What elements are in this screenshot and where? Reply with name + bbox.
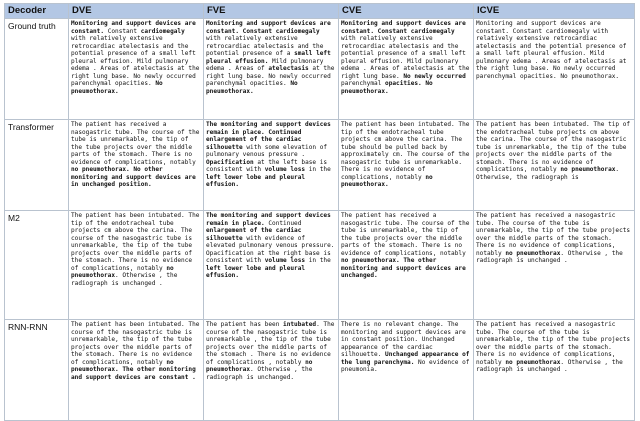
report-text: with evidence of elevated pulmonary venous pressure. Opacification at the right base is consistent with [206, 234, 335, 264]
report-text: Mild pulmonary edema . Areas of [206, 57, 324, 72]
report-text: The patient has been intubated. The tip of the endotracheal tube projects cm above the carina. The course of the nasogastric tube is unremarkable, the tip of the tube projects over the middle parts of the stomach. There is no evidence of complications, notably [71, 212, 200, 272]
table-row-rnn-rnn [5, 320, 635, 421]
report-text-bold: no pneumothorax [71, 264, 174, 279]
report-text: in the [305, 257, 331, 264]
report-cell-dve [69, 320, 204, 421]
report-text: with relatively extensive retrocardiac atelectasis and the potential presence of a [206, 35, 324, 57]
decoder-comparison-table [4, 3, 635, 421]
report-text-bold: The monitoring and support devices remain in place. Continued enlargement of the cardiac silhouette [206, 121, 331, 151]
report-text-bold: left lower lobe and pleural effusion. [206, 173, 306, 188]
report-cell-fve [204, 320, 339, 421]
report-text: No evidence of pneumonia. [341, 358, 470, 373]
report-text: at the right lung base. No newly occurred parenchymal opacities. [206, 65, 335, 87]
report-cell-icve [474, 211, 635, 320]
report-text-bold: opacities. No pneumothorax. [341, 80, 433, 95]
report-text: . Otherwise , the radiograph is unchanged . [71, 272, 178, 287]
report-text-bold: Unchanged appearance of the lung parenchyma. [341, 351, 470, 366]
report-cell-fve [204, 19, 339, 120]
report-cell-dve [69, 211, 204, 320]
report-text-bold: The monitoring and support devices remain in place. [206, 212, 331, 227]
report-text-bold: no pneumothorax [505, 358, 561, 366]
report-text-bold: left lower lobe and pleural effusion. [206, 264, 306, 279]
header-decoder: Decoder [5, 4, 69, 19]
report-cell-cve [339, 320, 474, 421]
report-text: . Otherwise , the radiograph is unchanged . [476, 249, 623, 264]
table-row-m2 [5, 211, 635, 320]
report-text-bold: intubated [283, 321, 317, 328]
report-text: . Otherwise, the radiograph is [476, 166, 620, 181]
report-cell-cve [339, 19, 474, 120]
header-cve: CVE [339, 4, 474, 19]
report-text-bold: no pneumothorax. The other monitoring and support devices are constant . [71, 358, 196, 381]
report-cell-fve [204, 211, 339, 320]
report-cell-cve [339, 211, 474, 320]
report-text: . Otherwise , the radiograph is unchanged. [206, 366, 313, 381]
report-text: The patient has been intubated. The tip of the endotracheal tube projects cm above the carina. The course of the nasogastric tube is unremarkable, the tip of the tube projects over the middle parts of the stomach. There is no evidence of complications, notably [476, 121, 631, 173]
report-text-bold: no pneumothorax [206, 358, 313, 373]
report-text: Constant [104, 27, 141, 35]
report-text: Monitoring and support devices are constant. Constant cardiomegaly with relatively extensive retrocardiac atelectasis and the potential presence of a small left pleural effusion. Mild pulmonary edema . Areas of atelectasis at the right lung base. No newly occurred parenchymal opacities. No pneumothorax. [476, 20, 627, 80]
header-dve: DVE [69, 4, 204, 19]
report-text-bold: no pneumothorax [560, 166, 616, 173]
report-text-bold: Monitoring and support devices are constant. Constant cardiomegaly [341, 20, 466, 35]
report-text: with relatively extensive retrocardiac atelectasis and the potential presence of a small left pleural effusion. Mild pulmonary edema . Areas of atelectasis at the right lung base. No newly occurred parenchymal opacities. [71, 35, 200, 87]
report-text: with relatively extensive retrocardiac atelectasis and the potential presence of a small left pleural effusion. Mild pulmonary edema . Areas of atelectasis at the right lung base. [341, 35, 470, 80]
report-text: . The course of the nasogastric tube is unremarkable , the tip of the tube projects over the middle parts of the stomach . There is no evidence of complications , notably [206, 321, 335, 366]
report-text-bold: No pneumothorax. [206, 80, 298, 95]
report-text: The patient has been intubated. The tip of the endotracheal tube projects cm above the carina. The tube should be pulled back by approximately cm. The course of the nasogastric tube is unremarkable. There is no evidence of complications, notably [341, 121, 470, 181]
report-text-bold: volume loss [264, 166, 306, 173]
report-text: There is no relevant change. The monitoring and support devices are in constant position. Unchanged appearance of the cardiac silhouette. [341, 321, 466, 358]
report-text: with some elevation of pulmonary venous pressure . [206, 143, 328, 158]
decoder-label: Transformer [5, 120, 69, 211]
report-text-bold: no pneumothorax [505, 249, 561, 257]
report-cell-cve [339, 120, 474, 211]
decoder-label: RNN-RNN [5, 320, 69, 421]
report-text: parenchymal [341, 80, 386, 87]
report-cell-fve [204, 120, 339, 211]
header-icve: ICVE [474, 4, 635, 19]
report-text: in the [305, 166, 331, 173]
report-text-bold: no pneumothorax. No other monitoring and support devices are in unchanged position. [71, 166, 196, 188]
report-text-bold: small left pleural effusion. [206, 50, 331, 65]
report-text: The patient has been intubated. The course of the nasogastric tube is unremarkable, the tip of the tube projects over the middle parts of the stomach. There is no evidence of complications, notably [71, 321, 200, 366]
report-text-bold: Monitoring and support devices are constant. Constant cardiomegaly [206, 20, 331, 35]
decoder-label: Ground truth [5, 19, 69, 120]
header-row [5, 4, 635, 19]
report-text: The patient has received a nasogastric tube. The course of the tube is unremarkable, the tip of the tube projects over the middle parts of the stomach. There is no evidence of complications, notably [71, 121, 200, 166]
report-text: The patient has received a nasogastric tube. The course of the tube is unremarkable, the tip of the tube projects over the middle parts of the stomach. There is no evidence of complications, notably [341, 212, 470, 257]
report-text: Continued [264, 219, 302, 227]
report-text-bold: enlargement of the cardiac silhouette [206, 227, 302, 242]
report-text-bold: No newly occurred [403, 72, 466, 80]
report-text: at the left base is consistent with [206, 158, 328, 173]
report-cell-dve [69, 120, 204, 211]
report-cell-dve [69, 19, 204, 120]
report-text: The patient has received a nasogastric tube. The course of the tube is unremarkable, the tip of the tube projects over the middle parts of the stomach. There is no evidence of complications, notably [476, 212, 631, 257]
report-text-bold: atelectasis [268, 65, 309, 72]
report-cell-icve [474, 320, 635, 421]
report-text-bold: no pneumothorax. [341, 173, 433, 188]
report-text: The patient has received a nasogastric tube. The course of the tube is unremarkable, the tip of the tube projects over the middle parts of the stomach. There is no evidence of complications, notably [476, 321, 631, 366]
comparison-table-container [4, 3, 634, 402]
table-row-transformer [5, 120, 635, 211]
report-text: The patient has been [206, 321, 284, 328]
report-text-bold: cardiomegaly [140, 27, 185, 35]
decoder-label: M2 [5, 211, 69, 320]
table-row-ground-truth [5, 19, 635, 120]
report-text-bold: Opacification [206, 158, 254, 166]
report-cell-icve [474, 120, 635, 211]
report-text-bold: no pneumothorax. The other monitoring and support devices are unchanged. [341, 257, 466, 279]
report-text: . Otherwise , the radiograph is unchanged . [476, 358, 623, 373]
report-text-bold: No pneumothorax. [71, 80, 163, 95]
report-cell-icve [474, 19, 635, 120]
report-text-bold: Monitoring and support devices are constant. [71, 20, 196, 35]
report-text-bold: volume loss [264, 257, 306, 264]
header-fve: FVE [204, 4, 339, 19]
